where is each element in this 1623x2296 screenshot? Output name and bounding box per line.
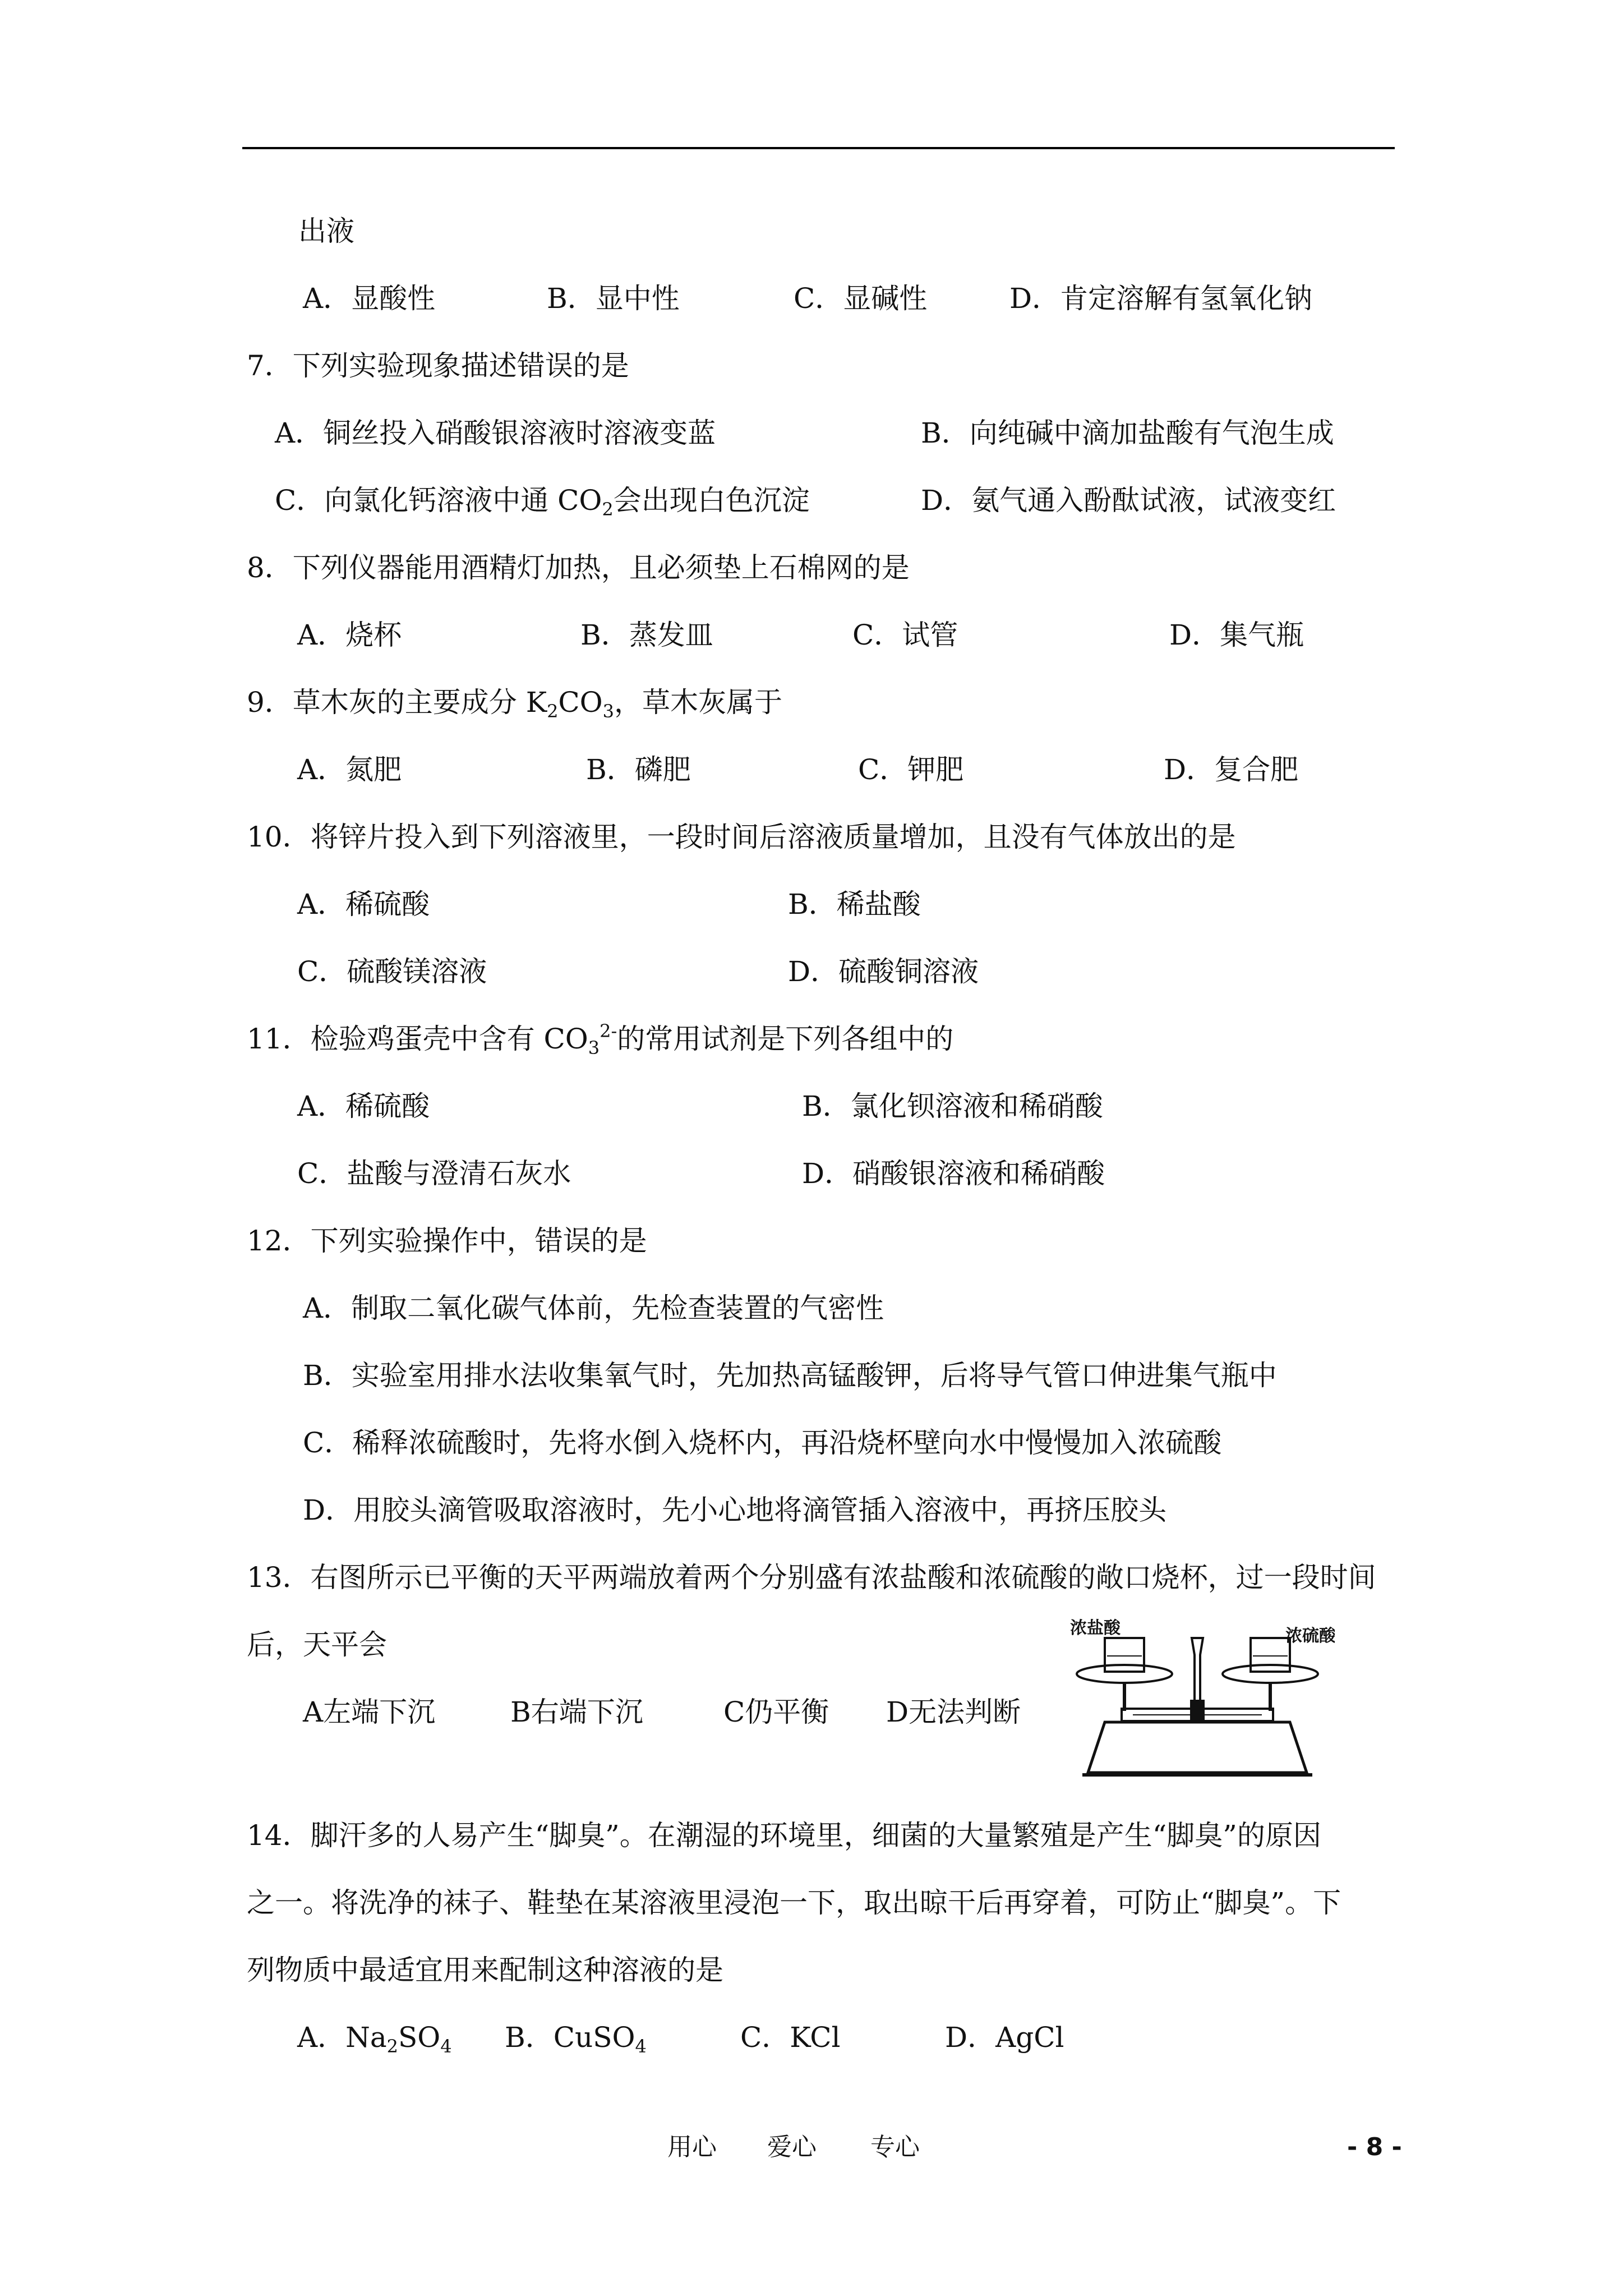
q11-stem: 11．检验鸡蛋壳中含有 $CO_3^{2-}$的常用试剂是下列各组中的 [247, 1020, 954, 1059]
q9-stem: 9．草木灰的主要成分 $K_2CO_3$，草木灰属于 [247, 686, 783, 722]
balance-label-right: 浓硫酸 [1285, 1626, 1335, 1646]
q11-option-d: D．硝酸银溶液和稀硝酸 [802, 1157, 1105, 1190]
q13-stem-line1: 13．右图所示已平衡的天平两端放着两个分别盛有浓盐酸和浓硫酸的敞口烧杯，过一段时间 [247, 1561, 1376, 1594]
q6-option-c: C．显碱性 [794, 282, 928, 315]
q12-option-c: C．稀释浓硫酸时，先将水倒入烧杯内，再沿烧杯壁向水中慢慢加入浓硫酸 [303, 1427, 1222, 1459]
q11-option-a: A．稀硫酸 [297, 1090, 430, 1122]
q13-option-b: B右端下沉 [510, 1696, 643, 1728]
q8-option-a: A．烧杯 [297, 619, 402, 651]
q7-option-b: B．向纯碱中滴加盐酸有气泡生成 [921, 417, 1334, 449]
q8-option-b: B．蒸发皿 [580, 619, 713, 651]
q9-option-c: C．钾肥 [858, 753, 964, 786]
q12-option-a: A．制取二氧化碳气体前，先检查装置的气密性 [303, 1292, 884, 1324]
pointer [1192, 1638, 1203, 1705]
q10-stem: 10．将锌片投入到下列溶液里，一段时间后溶液质量增加，且没有气体放出的是 [247, 821, 1236, 853]
q10-option-c: C．硫酸镁溶液 [297, 955, 487, 988]
q14-option-a: A．$Na_2SO_4$ [297, 2021, 452, 2057]
q10-option-a: A．稀硫酸 [297, 888, 430, 921]
balance-drawing [1066, 1616, 1335, 1784]
q13-option-c: C仍平衡 [723, 1696, 829, 1728]
q9-option-b: B．磷肥 [586, 753, 691, 786]
left-beaker [1105, 1638, 1144, 1672]
q14-option-d: D．AgCl [945, 2021, 1064, 2054]
right-pan [1223, 1665, 1318, 1683]
q14-option-c: C．KCl [740, 2021, 841, 2054]
q14-stem-line3: 列物质中最适宜用来配制这种溶液的是 [247, 1954, 723, 1986]
left-pan [1077, 1665, 1172, 1683]
q13-option-d: D无法判断 [886, 1696, 1021, 1728]
q9-option-d: D．复合肥 [1164, 753, 1299, 786]
base [1088, 1722, 1307, 1773]
page-number: - 8 - [1347, 2133, 1402, 2161]
q14-option-b: B．CuSO$_4$ [505, 2021, 647, 2057]
q14-stem-line1: 14．脚汗多的人易产生“脚臭”。在潮湿的环境里，细菌的大量繁殖是产生“脚臭”的原因 [247, 1819, 1321, 1852]
q7-option-d: D．氨气通入酚酞试液，试液变红 [921, 484, 1336, 517]
q11-option-b: B．氯化钡溶液和稀硝酸 [802, 1090, 1103, 1122]
q6-option-a: A．显酸性 [303, 282, 436, 315]
q6-option-d: D．肯定溶解有氢氧化钠 [1009, 282, 1313, 315]
footer-motto-2: 爱心 [767, 2133, 817, 2161]
q12-option-d: D．用胶头滴管吸取溶液时，先小心地将滴管插入溶液中，再挤压胶头 [303, 1494, 1167, 1526]
q8-stem: 8．下列仪器能用酒精灯加热，且必须垫上石棉网的是 [247, 551, 910, 584]
balance-figure [1066, 1616, 1335, 1784]
footer-motto-1: 用心 [667, 2133, 717, 2161]
q7-option-c: C．向氯化钙溶液中通 $CO_2$会出现白色沉淀 [275, 484, 810, 520]
q10-option-d: D．硫酸铜溶液 [788, 955, 979, 988]
footer-motto-3: 专心 [870, 2133, 920, 2161]
q11-option-c: C．盐酸与澄清石灰水 [297, 1157, 571, 1190]
q7-stem: 7．下列实验现象描述错误的是 [247, 349, 629, 382]
q8-option-d: D．集气瓶 [1169, 619, 1304, 651]
right-beaker [1251, 1638, 1290, 1672]
q9-option-a: A．氮肥 [297, 753, 402, 786]
header-rule [242, 147, 1395, 149]
q13-option-a: A左端下沉 [303, 1696, 436, 1728]
q6-option-b: B．显中性 [547, 282, 680, 315]
q8-option-c: C．试管 [852, 619, 958, 651]
q12-option-b: B．实验室用排水法收集氧气时，先加热高锰酸钾，后将导气管口伸进集气瓶中 [303, 1359, 1277, 1392]
q12-stem: 12．下列实验操作中，错误的是 [247, 1225, 647, 1257]
q6-continuation: 出液 [298, 215, 354, 247]
balance-label-left: 浓盐酸 [1070, 1618, 1121, 1638]
q13-stem-line2: 后，天平会 [247, 1628, 387, 1661]
q10-option-b: B．稀盐酸 [788, 888, 921, 921]
q7-option-a: A．铜丝投入硝酸银溶液时溶液变蓝 [275, 417, 716, 449]
q14-stem-line2: 之一。将洗净的袜子、鞋垫在某溶液里浸泡一下，取出晾干后再穿着，可防止“脚臭”。下 [247, 1887, 1341, 1919]
